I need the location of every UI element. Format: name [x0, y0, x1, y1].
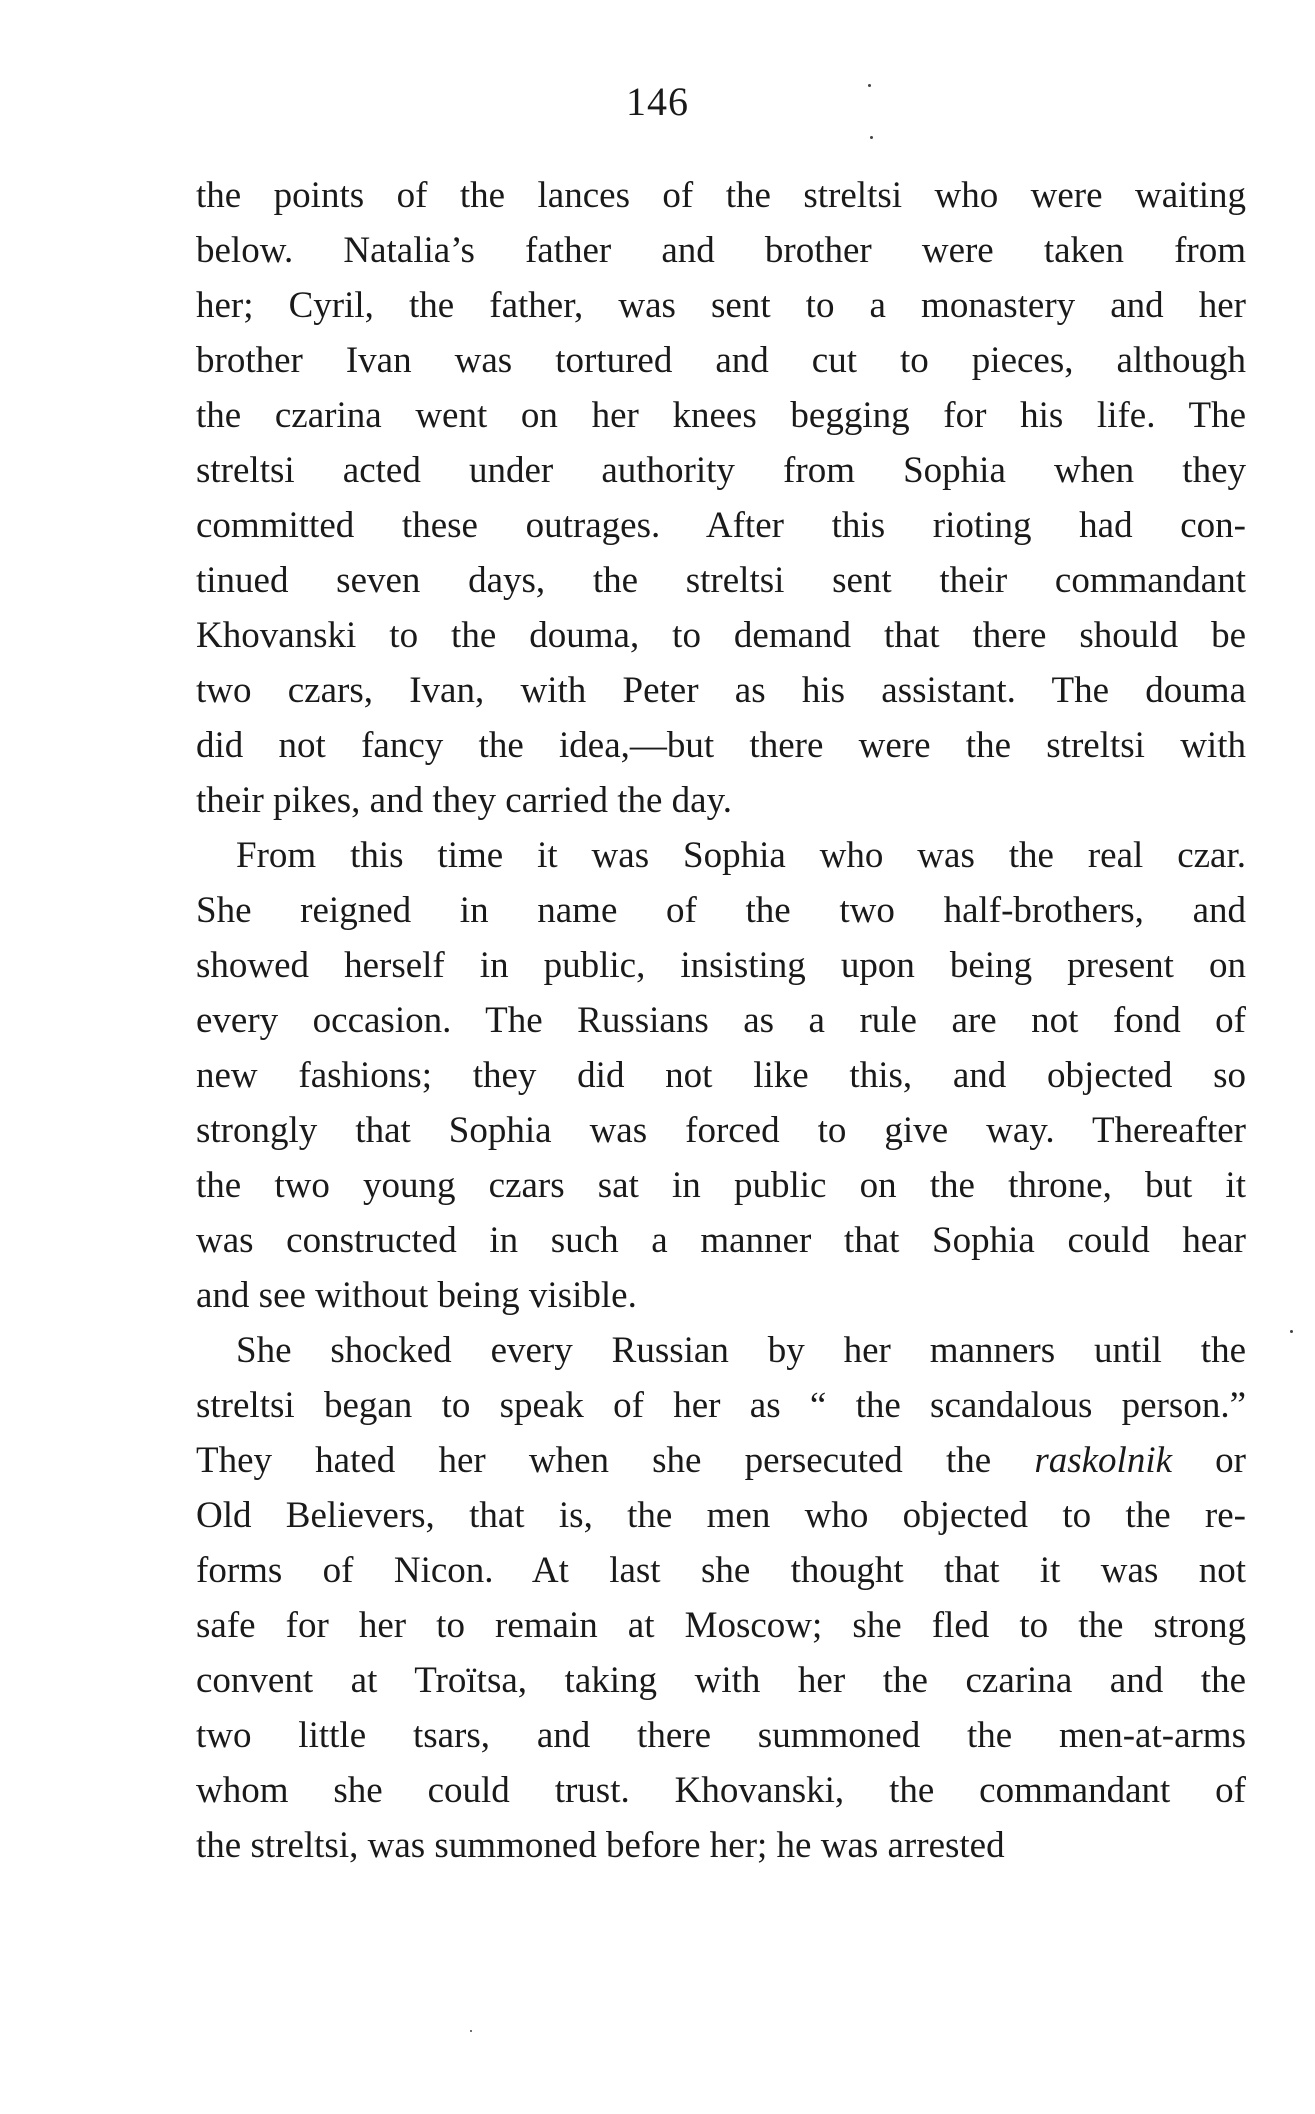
text-line: the czarina went on her knees begging for his life. The: [196, 395, 1246, 436]
text-line: They hated her when she persecuted the raskolnik or: [196, 1440, 1247, 1481]
text-line: streltsi began to speak of her as “ the scandalous person.”: [196, 1385, 1246, 1426]
text-line: did not fancy the idea,—but there were the streltsi with: [196, 725, 1246, 766]
paper-speck: [1290, 1330, 1293, 1333]
text-line: showed herself in public, insisting upon being present on: [196, 945, 1246, 986]
text-line: whom she could trust. Khovanski, the commandant of: [196, 1770, 1246, 1811]
text-line: forms of Nicon. At last she thought that it was not: [196, 1550, 1246, 1591]
text-line: Old Believers, that is, the men who objected to the re-: [196, 1495, 1246, 1536]
text-line: was constructed in such a manner that Sophia could hear: [196, 1220, 1246, 1261]
text-line: new fashions; they did not like this, and objected so: [196, 1055, 1246, 1096]
paper-speck: [870, 136, 873, 139]
paper-speck: [470, 2030, 472, 2032]
text-line: her; Cyril, the father, was sent to a monastery and her: [196, 285, 1246, 326]
text-line: committed these outrages. After this rioting had con-: [196, 505, 1246, 546]
text-line: She reigned in name of the two half-brothers, and: [196, 890, 1246, 931]
paper-speck: [868, 84, 871, 87]
text-line: Khovanski to the douma, to demand that there should be: [196, 615, 1246, 656]
text-line: From this time it was Sophia who was the real czar.: [236, 835, 1246, 876]
text-line: She shocked every Russian by her manners until the: [236, 1330, 1246, 1371]
text-line: strongly that Sophia was forced to give way. Thereafter: [196, 1110, 1246, 1151]
text-line: their pikes, and they carried the day.: [196, 780, 732, 821]
text-line: streltsi acted under authority from Sophia when they: [196, 450, 1246, 491]
text-line: convent at Troïtsa, taking with her the czarina and the: [196, 1660, 1246, 1701]
text-line: the two young czars sat in public on the throne, but it: [196, 1165, 1246, 1206]
body-text: [196, 168, 1246, 1873]
text-line: brother Ivan was tortured and cut to pieces, although: [196, 340, 1246, 381]
page-number: 146: [626, 79, 689, 124]
text-line: every occasion. The Russians as a rule are not fond of: [196, 1000, 1246, 1041]
text-line: the streltsi, was summoned before her; he was arrested: [196, 1825, 1005, 1866]
text-line: safe for her to remain at Moscow; she fled to the strong: [196, 1605, 1246, 1646]
text-line: the points of the lances of the streltsi who were waiting: [196, 175, 1246, 216]
text-line: two czars, Ivan, with Peter as his assistant. The douma: [196, 670, 1246, 711]
text-line: and see without being visible.: [196, 1275, 637, 1316]
text-line: two little tsars, and there summoned the men-at-arms: [196, 1715, 1246, 1756]
text-line: below. Natalia’s father and brother were taken from: [196, 230, 1246, 271]
text-line: tinued seven days, the streltsi sent their commandant: [196, 560, 1246, 601]
